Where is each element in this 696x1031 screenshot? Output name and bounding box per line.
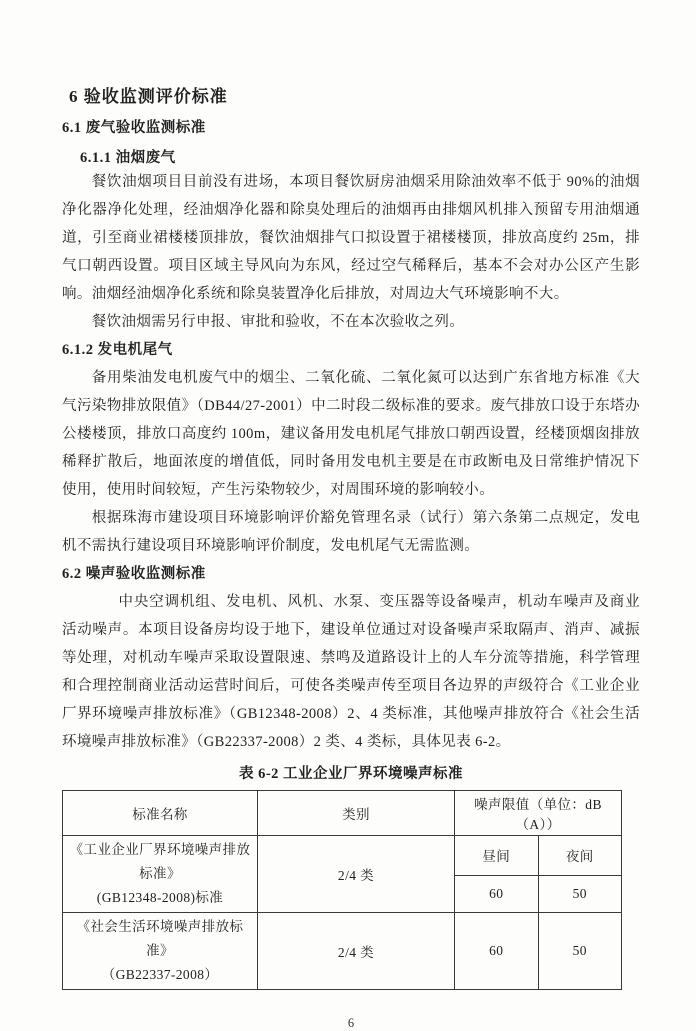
noise-standard-table [62,790,622,990]
standard-name-line2: （GB22337-2008） [101,967,219,982]
subheader-daytime: 昼间 [455,836,539,876]
paragraph-generator-exhaust-2: 根据珠海市建设项目环境影响评价豁免管理名录（试行）第六条第二点规定，发电机不需执行建设项目环境影响评价制度，发电机尾气无需监测。 [62,510,640,554]
cell-category-social: 2/4 类 [258,913,455,990]
subheader-nighttime: 夜间 [538,836,622,876]
paragraph-noise-standard: 中央空调机组、发电机、风机、水泵、变压器等设备噪声，机动车噪声及商业活动噪声。本项目设备房均设于地下，建设单位通过对设备噪声采取隔声、消声、减振等处理，对机动车噪声采取设置限速、禁鸣及道路设计上的人车分流等措施，科学管理和合理控制商业活动运营时间后，可使各类噪声传至项目各边界的声级符合《工业企业厂界环境噪声排放标准》（GB12348-2008）2、4 类标准，其他噪声排放符合《社会生活环境噪声排放标准》（GB22337-2008）2 类、4 类标，具体见表 6-2。 [62,594,640,750]
cell-standard-name-industrial [63,836,258,913]
paragraph-generator-exhaust-1: 备用柴油发电机废气中的烟尘、二氧化硫、二氧化氮可以达到广东省地方标准《大气污染物排放限值》（DB44/27-2001）中二时段二级标准的要求。废气排放口设于东塔办公楼楼顶，排放口高度约 100m，建议备用发电机尾气排放口朝西设置，经楼顶烟囱排放稀释扩散后，地面浓度的增值低，同时备用发电机主要是在市政断电及日常维护情况下使用，使用时间较短，产生污染物较少，对周围环境的影响较小。 [62,370,640,498]
paragraph-oil-fume-2: 餐饮油烟需另行申报、审批和验收，不在本次验收之列。 [91,314,465,330]
table-row [63,913,622,990]
standard-name-line1: 《工业企业厂界环境噪声排放标准》 [69,842,251,881]
standard-name-line2: (GB12348-2008)标准 [96,890,224,905]
paragraph-oil-fume-1: 餐饮油烟项目目前没有进场，本项目餐饮厨房油烟采用除油效率不低于 90%的油烟净化器净化处理，经油烟净化器和除臭处理后的油烟再由排烟风机排入预留专用油烟通道，引至商业裙楼楼顶排放，餐饮油烟排气口拟设置于裙楼楼顶，排放高度约 25m，排气口朝西设置。项目区域主导风向为东风，经过空气稀释后，基本不会对办公区产生影响。油烟经油烟净化系统和除臭装置净化后排放，对周边大气环境影响不大。 [62,174,640,302]
page-number: 6 [347,1016,355,1030]
section-6-1-2-heading: 6.1.2 发电机尾气 [62,342,173,358]
chapter-heading: 6 验收监测评价标准 [69,87,228,106]
cell-night-limit-industrial: 50 [538,875,622,912]
cell-day-limit-social: 60 [455,913,539,990]
table-header-row [63,791,622,836]
cell-night-limit-social: 50 [538,913,622,990]
cell-category-industrial: 2/4 类 [258,836,455,913]
section-6-1-1-heading: 6.1.1 油烟废气 [80,150,176,166]
header-category: 类别 [258,791,455,836]
section-6-2-heading: 6.2 噪声验收监测标准 [62,566,206,582]
table-row [63,836,622,876]
table-caption: 表 6-2 工业企业厂界环境噪声标准 [238,766,464,782]
cell-standard-name-social [63,913,258,990]
section-6-1-heading: 6.1 废气验收监测标准 [62,120,206,136]
cell-day-limit-industrial: 60 [455,875,539,912]
standard-name-line1: 《社会生活环境噪声排放标准》 [76,919,244,958]
header-standard-name: 标准名称 [63,791,258,836]
header-noise-limit: 噪声限值（单位：dB（A）） [455,791,622,836]
